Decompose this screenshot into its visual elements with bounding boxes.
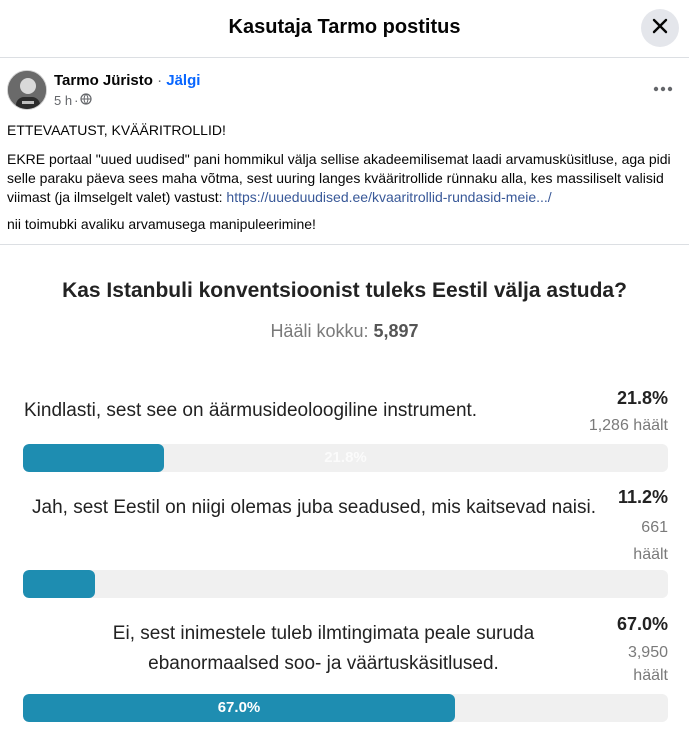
post-lead: ETTEVAATUST, KVÄÄRITROLLID! (7, 122, 226, 138)
poll-option-votes (628, 642, 668, 687)
avatar[interactable] (7, 70, 47, 110)
poll-option-vote-word: häält (633, 546, 668, 563)
poll-option-votes: 1,286 häält (588, 417, 668, 434)
poll-question: Kas Istanbuli konventsioonist tuleks Eestil välja astuda? (62, 279, 627, 302)
more-options-button[interactable] (647, 74, 679, 102)
follow-button[interactable]: Jälgi (166, 72, 201, 89)
poll-option-bar (23, 570, 668, 598)
close-button[interactable] (641, 9, 679, 47)
poll-option-percent: 11.2% (617, 487, 668, 507)
close-icon (652, 18, 668, 39)
dialog-title: Kasutaja Tarmo postitus (228, 16, 461, 38)
post-body (7, 121, 683, 242)
post-closing: nii toimubki avaliku arvamusega manipuleerimine! (7, 216, 316, 232)
author-separator: · (157, 72, 163, 89)
poll-option-bar (23, 694, 668, 722)
post-link[interactable]: https://uueduudised.ee/kvaaritrollid-rundasid-meie.../ (226, 189, 552, 205)
poll-option-vote-count: 661 (641, 519, 668, 536)
poll-option-bar (23, 444, 668, 472)
author-name[interactable]: Tarmo Jüristo (54, 72, 153, 89)
poll-option-bar-label: 21.8% (324, 449, 367, 466)
post-body-text: EKRE portaal "uued uudised" pani hommikul välja sellise akadeemilisemat laadi arvamusküsitluse, aga pidi selle paraku päeva sees maha võtma, sest uuring langes kvääritrollide rünnaku alla, kes massiliselt valisid viimast (ja ilmselgelt valet) vastust: (7, 151, 671, 205)
poll-option-vote-count: 3,950 (627, 644, 668, 661)
poll-option-vote-word: häält (633, 667, 668, 684)
poll-option-percent: 21.8% (616, 388, 668, 408)
post-time[interactable]: 5 h (54, 93, 73, 108)
poll-option-votes (633, 517, 668, 566)
poll-total-label: Hääli kokku: (270, 321, 369, 341)
post-paragraph (7, 150, 683, 207)
poll-total (0, 321, 689, 342)
more-horizontal-icon (653, 79, 673, 97)
poll-option-text: Kindlasti, sest see on äärmusideoloogiline instrument. (24, 400, 478, 421)
poll-option-text: Jah, sest Eestil on niigi olemas juba seadused, mis kaitsevad naisi. (32, 497, 596, 518)
author-line (54, 72, 200, 89)
poll-total-value: 5,897 (373, 321, 419, 341)
poll-option-bar-label: 67.0% (217, 699, 261, 716)
globe-icon (80, 93, 92, 108)
time-separator: · (74, 93, 79, 108)
poll-option-bar-fill (23, 570, 95, 598)
poll-option-percent: 67.0% (616, 614, 668, 634)
post-meta (54, 93, 92, 108)
post-header (0, 58, 689, 118)
poll-option-text: Ei, sest inimestele tuleb ilmtingimata peale suruda ebanormaalsed soo- ja väärtuskäsitlused. (112, 623, 535, 674)
dialog-header (0, 0, 689, 58)
poll-image[interactable] (0, 244, 689, 743)
